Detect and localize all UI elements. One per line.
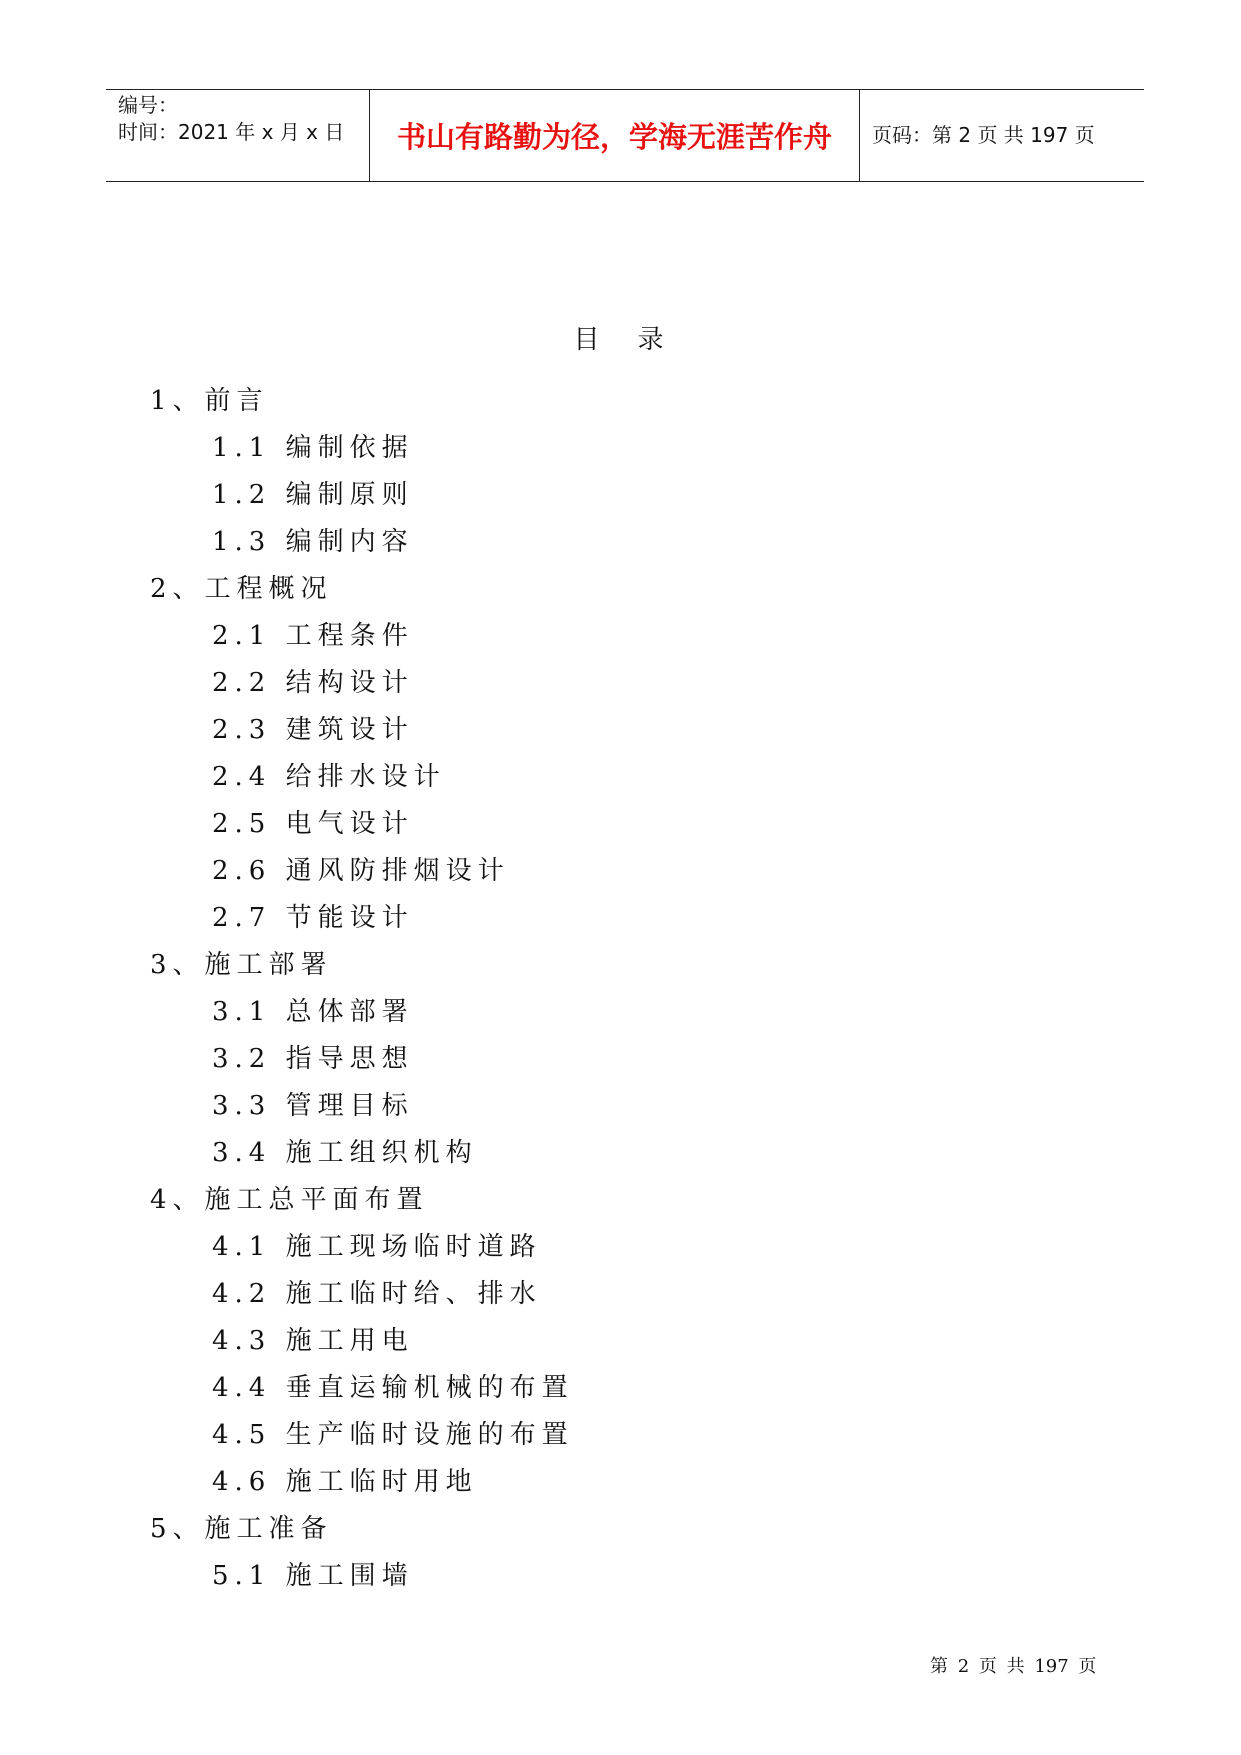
toc-entry-2-6[interactable]: 2.6 通风防排烟设计 xyxy=(212,856,510,886)
toc-entry-3-2[interactable]: 3.2 指导思想 xyxy=(212,1044,414,1074)
toc-entry-2-3[interactable]: 2.3 建筑设计 xyxy=(212,715,414,745)
toc-entry-3-4[interactable]: 3.4 施工组织机构 xyxy=(212,1138,478,1168)
toc-entry-1-3[interactable]: 1.3 编制内容 xyxy=(212,527,414,557)
date-line: 时间：2021 年 x 月 x 日 xyxy=(118,120,345,144)
serial-number-label: 编号： xyxy=(118,93,178,117)
toc-entry-2[interactable]: 2、工程概况 xyxy=(150,574,333,604)
toc-entry-1[interactable]: 1、前言 xyxy=(150,386,269,416)
toc-entry-4-3[interactable]: 4.3 施工用电 xyxy=(212,1326,414,1356)
toc-title-right: 录 xyxy=(637,325,668,355)
toc-entry-4-4[interactable]: 4.4 垂直运输机械的布置 xyxy=(212,1373,574,1403)
toc-entry-3-1[interactable]: 3.1 总体部署 xyxy=(212,997,414,1027)
toc-title-left: 目 xyxy=(573,325,604,355)
motto-text: 书山有路勤为径，学海无涯苦作舟 xyxy=(396,120,832,154)
toc-entry-2-4[interactable]: 2.4 给排水设计 xyxy=(212,762,446,792)
toc-entry-2-5[interactable]: 2.5 电气设计 xyxy=(212,809,414,839)
toc-entry-4-1[interactable]: 4.1 施工现场临时道路 xyxy=(212,1232,542,1262)
toc-entry-4-6[interactable]: 4.6 施工临时用地 xyxy=(212,1467,478,1497)
header-motto-cell xyxy=(369,90,860,181)
header-page-cell xyxy=(860,90,1144,181)
toc-entry-5[interactable]: 5、施工准备 xyxy=(150,1514,333,1544)
header-page-info: 页码：第 2 页 共 197 页 xyxy=(872,123,1095,147)
toc-entry-4[interactable]: 4、施工总平面布置 xyxy=(150,1185,429,1215)
toc-entry-2-1[interactable]: 2.1 工程条件 xyxy=(212,621,414,651)
toc-entry-4-2[interactable]: 4.2 施工临时给、排水 xyxy=(212,1279,542,1309)
toc-entry-1-2[interactable]: 1.2 编制原则 xyxy=(212,480,414,510)
toc-entry-3-3[interactable]: 3.3 管理目标 xyxy=(212,1091,414,1121)
page-header xyxy=(106,89,1144,182)
toc-entry-4-5[interactable]: 4.5 生产临时设施的布置 xyxy=(212,1420,574,1450)
toc-entry-2-2[interactable]: 2.2 结构设计 xyxy=(212,668,414,698)
toc-entry-2-7[interactable]: 2.7 节能设计 xyxy=(212,903,414,933)
toc-title xyxy=(0,325,1241,355)
toc-entry-1-1[interactable]: 1.1 编制依据 xyxy=(212,433,414,463)
toc-entry-3[interactable]: 3、施工部署 xyxy=(150,950,333,980)
toc-entry-5-1[interactable]: 5.1 施工围墙 xyxy=(212,1561,414,1591)
page-footer: 第 2 页 共 197 页 xyxy=(930,1656,1097,1677)
header-info-cell xyxy=(106,90,369,181)
